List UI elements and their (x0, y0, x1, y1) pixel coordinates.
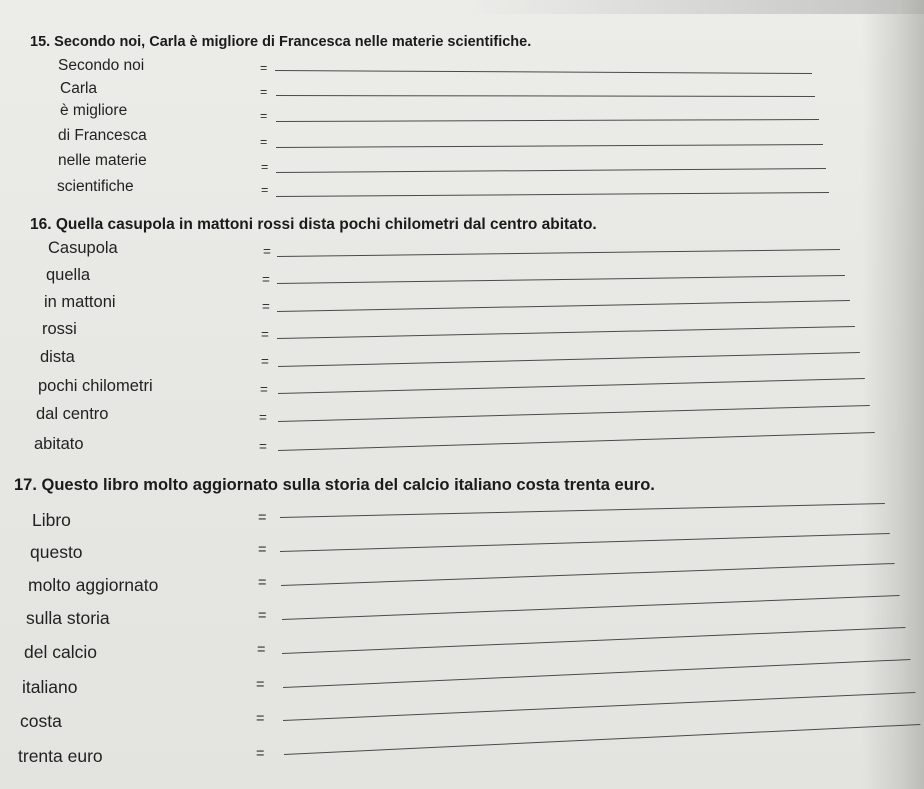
equals-sign: = (261, 160, 269, 174)
phrase-label: Carla (60, 80, 98, 97)
phrase-label: sulla storia (26, 608, 110, 628)
equals-sign: = (259, 410, 267, 425)
phrase-label: Libro (32, 510, 71, 530)
equals-sign: = (262, 299, 270, 314)
exercise-title: 15. Secondo noi, Carla è migliore di Francesca nelle materie scientifiche. (30, 34, 532, 50)
phrase-label: molto aggiornato (28, 575, 159, 595)
phrase-label: quella (46, 266, 91, 284)
equals-sign: = (260, 382, 268, 397)
equals-sign: = (260, 109, 268, 123)
equals-sign: = (256, 711, 265, 727)
equals-sign: = (256, 746, 265, 762)
equals-sign: = (261, 354, 269, 369)
phrase-label: costa (20, 711, 62, 731)
equals-sign: = (256, 677, 265, 693)
phrase-label: di Francesca (58, 127, 147, 144)
phrase-label: rossi (42, 320, 77, 338)
equals-sign: = (261, 183, 269, 197)
phrase-label: abitato (34, 435, 84, 453)
equals-sign: = (258, 542, 267, 558)
equals-sign: = (260, 85, 268, 99)
phrase-label: Casupola (48, 239, 118, 257)
equals-sign: = (260, 135, 268, 149)
equals-sign: = (258, 575, 267, 591)
phrase-label: trenta euro (18, 746, 103, 766)
phrase-label: italiano (22, 677, 78, 697)
phrase-label: questo (30, 542, 83, 562)
phrase-label: pochi chilometri (38, 377, 153, 395)
phrase-label: dal centro (36, 405, 109, 423)
exercise-title: 17. Questo libro molto aggiornato sulla storia del calcio italiano costa trenta euro. (14, 476, 655, 494)
phrase-label: dista (40, 348, 75, 366)
equals-sign: = (260, 61, 268, 75)
page-edge-shadow (862, 0, 924, 789)
equals-sign: = (263, 244, 271, 259)
equals-sign: = (258, 608, 267, 624)
equals-sign: = (258, 510, 267, 526)
phrase-label: in mattoni (44, 293, 116, 311)
phrase-label: scientifiche (57, 178, 134, 195)
equals-sign: = (262, 272, 270, 287)
equals-sign: = (257, 642, 266, 658)
equals-sign: = (259, 439, 267, 454)
exercise-title: 16. Quella casupola in mattoni rossi dista pochi chilometri dal centro abitato. (30, 216, 597, 233)
equals-sign: = (261, 327, 269, 342)
phrase-label: Secondo noi (58, 57, 145, 74)
phrase-label: del calcio (24, 642, 97, 662)
phrase-label: nelle materie (58, 152, 147, 169)
page-header-shadow (470, 0, 924, 14)
phrase-label: è migliore (60, 102, 128, 119)
